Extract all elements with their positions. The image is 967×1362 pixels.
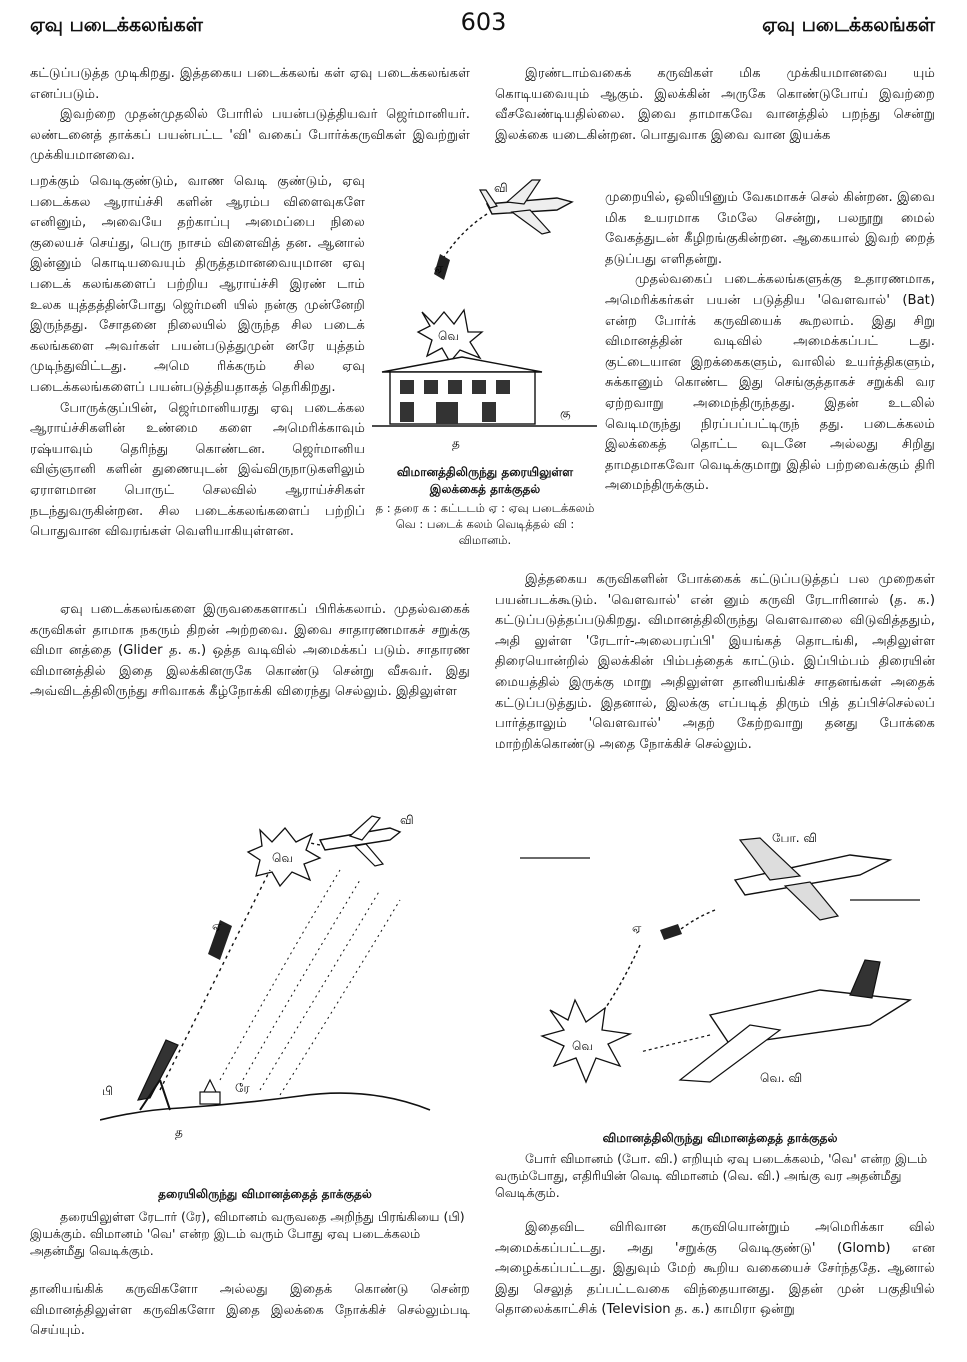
paragraph: ஏவு படைக்கலங்களை இருவகைகளாகப் பிரிக்கலாம். முதல்வகைக் கருவிகள் தாமாக நகரும் திறன் அற்றவை. இவை சாதாரணமாகச் சறுக்கு விமா னத்தை (Glider த. க.) ஒத்த வடிவில் அமைக்கப் படும். சாதாரண விமானத்தில் இதை இலக்கினருகே கொண்டு சென்று வீசுவர். இது அவ்விடத்திலிருந்து சரிவாகக் கீழ்நோக்கி விரைந்து செல்லும். இதிலுள்ள (30, 602, 470, 700)
figure-1-legend: த : தரை க : கட்டடம் ஏ : ஏவு படைக்கலம் வெ : படைக் கலம் வெடித்தல் வி : விமானம். (375, 501, 595, 547)
paragraph: போருக்குப்பின், ஜெர்மானியரது ஏவு படைக்கல ஆராய்ச்சிகளின் உண்மை களை அமெரிக்காவும் ரஷ்யாவும் தெரிந்து கொண்டன. ஜெர்மானிய விஞ்ஞானி களின் துணையுடன் இவ்விருநாடுகளிலும் ஏராளமான பொருட் செலவில் ஆராய்ச்சிகள் நடந்துவருகின்றன. சில படைக்கலங்களைப் பற்றிப் பொதுவான விவரங்கள் வெளியாகியுள்ளன. (30, 400, 365, 540)
figure-2-description: தரையிலுள்ள ரேடார் (ரே), விமானம் வருவதை அறிந்து பிரங்கியை (பி) இயக்கும். விமானம் 'வெ' என்ற இடம் வரும் போது ஏவு படைக்கலம் அதன்மீது வெடிக்கும். (30, 1209, 465, 1258)
right-column-lower (495, 570, 935, 755)
trajectory-line (444, 214, 487, 257)
label-radar: ரே (235, 1081, 250, 1095)
figure-1-caption: விமானத்திலிருந்து தரையிலுள்ள இலக்கைத் தாக்குதல் (396, 465, 574, 496)
right-column-narrow (605, 188, 935, 497)
paragraph: தானியங்கிக் கருவிகளோ அல்லது இதைக் கொண்டு சென்ற விமானத்திலுள்ள கருவிகளோ இதை இலக்கை நோக்கிச் செல்லும்படி செய்யும். (30, 1282, 470, 1339)
trajectory-line (160, 870, 270, 1090)
paragraph: கட்டுப்படுத்த முடிகிறது. இத்தகைய படைக்கலங் கள் ஏவு படைக்கலங்கள் எனப்படும். (30, 66, 470, 102)
figure-plane-to-ground (372, 172, 597, 462)
label-fighter: போ. வி (772, 831, 817, 845)
running-head-left: ஏவு படைக்கலங்கள் (30, 14, 203, 36)
label-plane: வி (400, 813, 414, 827)
left-column-lower (30, 600, 470, 703)
label-ground: த (175, 1125, 183, 1139)
bottom-right-text (495, 1218, 935, 1321)
label-explosion: வெ (572, 1039, 593, 1053)
paragraph: முதல்வகைப் படைக்கலங்களுக்கு உதாரணமாக, அமெரிக்கர்கள் பயன் படுத்திய 'வௌவால்' (Bat) என்ற போர்க் கருவியைக் கூறலாம். இது சிறு விமானத்தின் வடிவில் அமைக்கப்பட் டது. குட்டையான இறக்கைகளும், வாலில் உயர்த்திகளும், சுக்கானும் கொண்ட இது செங்குத்தாகச் சறுக்கி வர ஏற்றவாறு அமைந்திருந்தது. இதன் உடலில் வெடிமருந்து நிரப்பப்பட்டிருந் தது. படைக்கலம் இலக்கைத் தொட்ட வுடனே அல்லது சிறிது தாமதமாகவோ வெடிக்குமாறு இதில் பற்றவைக்கும் திரி அமைந்திருக்கும். (605, 272, 935, 494)
paragraph: முறையில், ஒலியினும் வேகமாகச் செல் கின்றன. இவை மிக உயரமாக மேலே சென்று, பலநூறு மைல் வேகத்துடன் கீழிறங்குகின்றன. ஆகையால் இவற் றைத் தடுப்பது எளிதன்று. (605, 190, 935, 267)
label-ground: த (452, 436, 460, 450)
label-cannon: பி (102, 1084, 113, 1098)
paragraph: இத்தகைய கருவிகளின் போக்கைக் கட்டுப்படுத்தப் பல முறைகள் பயன்படக்கூடும். 'வௌவால்' என் னும் கருவி ரேடாரினால் (த. க.) கட்டுப்படுத்தப்படுகிறது. விமானத்திலிருந்து வௌவாலை விடுவித்ததும், அதி லுள்ள 'ரேடார்-அலைபரப்பி' இயங்கத் தொடங்கி, அதிலுள்ள திரையொன்றில் இலக்கின் பிம்பத்தைக் காட்டும். இப்பிம்பம் திரையின் மையத்தில் இருக்கு மாறு அதிலுள்ள தானியங்கிச் சாதனங்கள் அதைக் கட்டுப்படுத்தும். இதனால், இலக்கு எப்படித் திரும் பித் தப்பிச்செல்லப் பார்த்தாலும் 'வௌவால்' அதற் கேற்றவாறு தனது போக்கை மாற்றிக்கொண்டு அதை நோக்கிச் செல்லும். (495, 572, 935, 752)
left-column-intro (30, 64, 470, 167)
paragraph: இரண்டாம்வகைக் கருவிகள் மிக முக்கியமானவை யும் கொடியவையும் ஆகும். இலக்கின் அருகே கொண்டுபோய் இவற்றை வீசவேண்டியதில்லை. இவை தாமாகவே வானத்தில் பறந்து சென்று இலக்கை யடைகின்றன. பொதுவாக இவை வான இயக்க (495, 66, 935, 143)
radar-waves (220, 870, 400, 1095)
figure-3-description: போர் விமானம் (போ. வி.) எறியும் ஏவு படைக்கலம், 'வெ' என்ற இடம் வரும்போது, எதிரியின் வெடி விமானம் (வெ. வி.) அங்கு வர அதன்மீது வெடிக்கும். (495, 1151, 928, 1200)
label-missile: ஏ (632, 921, 642, 935)
figure-2-caption: தரையிலிருந்து விமானத்தைத் தாக்குதல் (158, 1187, 372, 1201)
paragraph: பறக்கும் வெடிகுண்டும், வாண வெடி குண்டும், ஏவு படைக்கல ஆராய்ச்சி களின் ஆரம்ப விளைவுகளே எனினும், அவையே தற்காப்பு அமைப்பை நிலை குலையச் செய்து, பெரு நாசம் விளைவித் தன. ஆனால் இன்னும் கொடியவையும் திருத்தமானவையுமான ஏவு படைக் கலங்களைப் பற்றிய ஆராய்ச்சி இரண் டாம் உலக யுத்தத்தின்போது ஜெர்மனி யில் நன்கு முன்னேறி இருந்தது. சோதனை நிலையில் இருந்த சில படைக் கலங்களை அவர்கள் பயன்படுத்துமுன் னரே யுத்தம் முடிந்துவிட்டது. அமெ ரிக்கரும் சில ஏவு படைக்கலங்களைப் பயன்படுத்தியதாகத் தெரிகிறது. (30, 174, 365, 395)
label-bomber: வெ. வி (760, 1071, 803, 1085)
bottom-left-text (30, 1280, 470, 1342)
airplane-illustration (320, 816, 400, 866)
figure-3-caption: விமானத்திலிருந்து விமானத்தைத் தாக்குதல் (602, 1131, 838, 1145)
bomber-plane-illustration (680, 960, 910, 1082)
label-missile: ஏ (212, 919, 222, 933)
fighter-plane-illustration (735, 838, 890, 920)
figure-ground-to-plane (100, 810, 440, 1140)
right-column-intro (495, 64, 935, 146)
cannon-illustration (138, 1040, 178, 1110)
paragraph: இதைவிட விரிவான கருவியொன்றும் அமெரிக்கா வில் அமைக்கப்பட்டது. அது 'சறுக்கு வெடிகுண்டு' (Glomb) என அழைக்கப்பட்டது. இதுவும் மேற் கூறிய வகையைச் சேர்ந்ததே. ஆனால் இது செலுத் தப்பட்டவகை விந்தையானது. இதன் முன் பகுதியில் தொலைக்காட்சிக் (Television த. க.) காமிரா ஒன்று (495, 1220, 935, 1318)
missile-illustration (660, 924, 682, 940)
radar-station-illustration (200, 1080, 220, 1104)
left-column-narrow (30, 172, 365, 543)
label-missile: ஏ (434, 261, 444, 275)
bomber-path (640, 1035, 710, 1052)
label-explosion: வெ (272, 851, 293, 865)
paragraph: இவற்றை முதன்முதலில் போரில் பயன்படுத்தியவர் ஜெர்மானியர். லண்டனைத் தாக்கப் பயன்பட்ட 'வி' வகைப் போர்க்கருவிகள் இவற்றுள் முக்கியமானவை. (30, 107, 470, 164)
figure-plane-to-plane (520, 820, 940, 1120)
label-explosion: வெ (438, 329, 459, 343)
label-building: கு (560, 406, 571, 420)
page-number: 603 (460, 8, 507, 36)
label-plane: வி (494, 181, 508, 195)
running-head-right: ஏவு படைக்கலங்கள் (762, 14, 935, 36)
